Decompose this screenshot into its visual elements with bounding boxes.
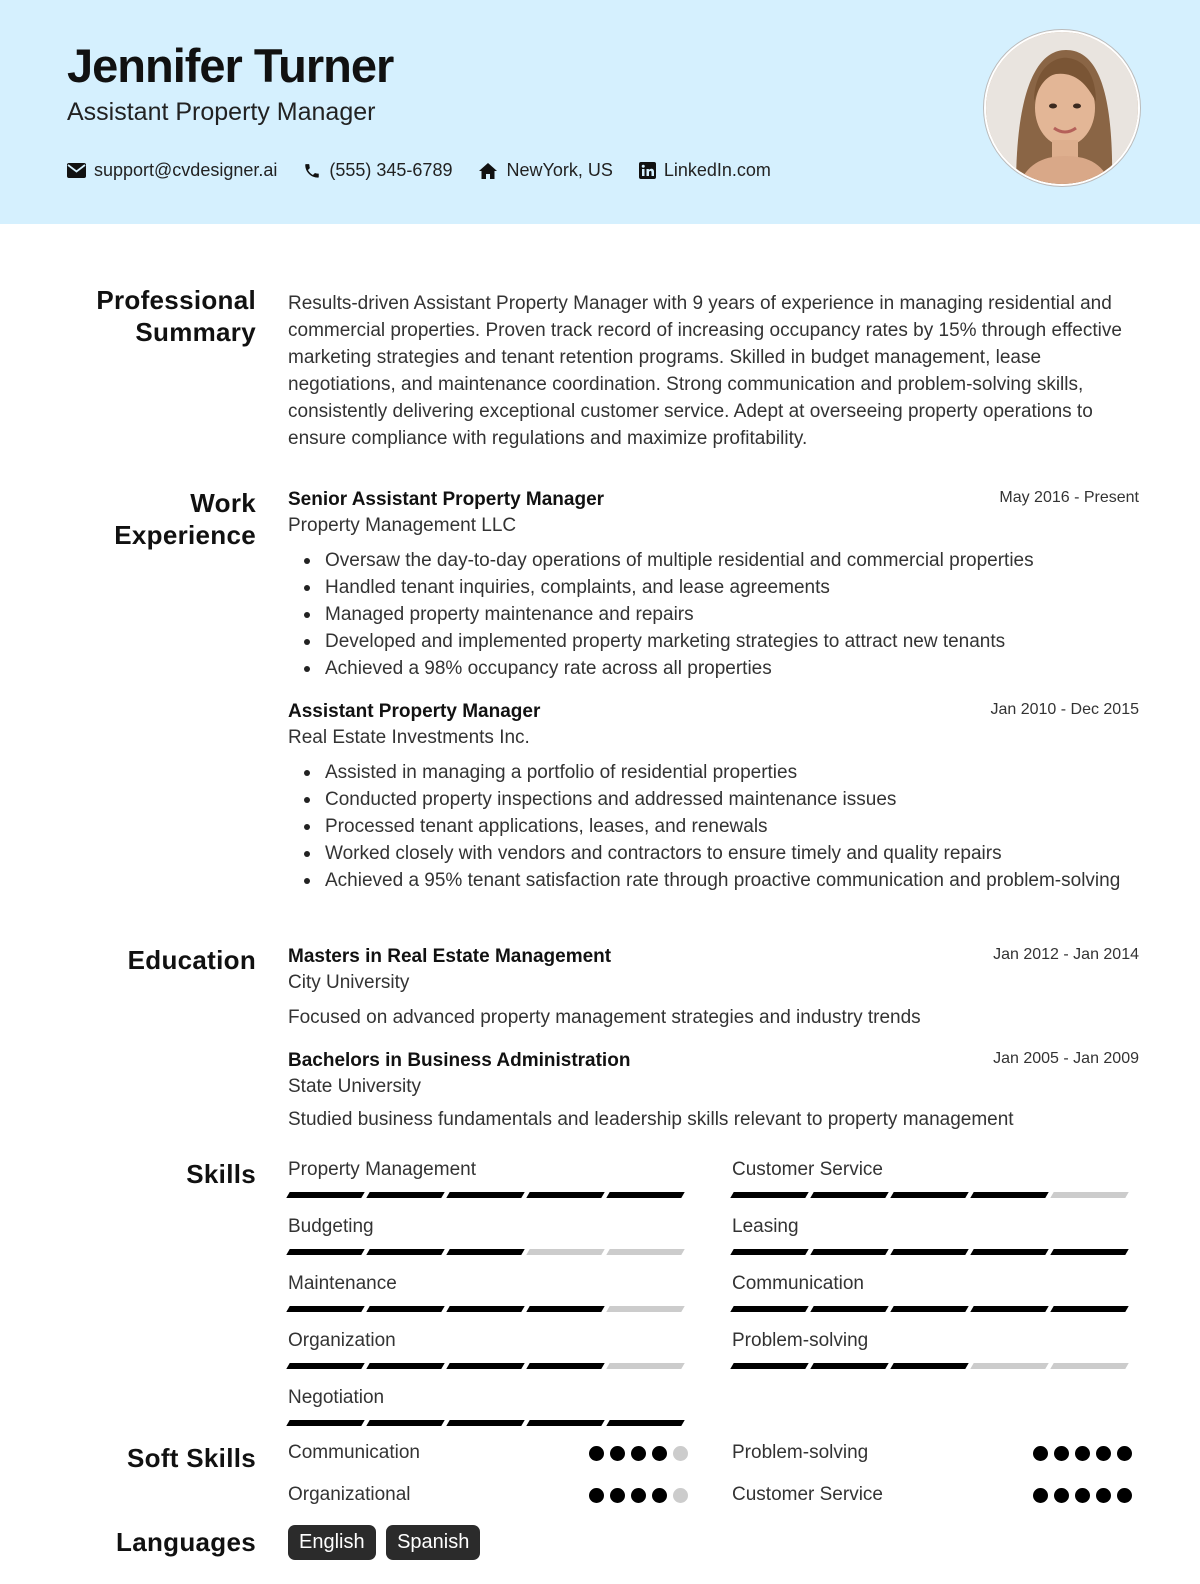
skill-level-segment [730,1363,808,1369]
skill-level-segment [606,1192,684,1198]
skill-item [288,1272,688,1312]
rating-dot [1075,1446,1090,1461]
skill-level-bar [288,1306,688,1312]
skill-level-segment [890,1249,968,1255]
skill-level-segment [810,1306,888,1312]
skill-level-segment [606,1306,684,1312]
degree-title: Bachelors in Business Administration [288,1050,631,1071]
skill-name: Communication [732,1273,864,1294]
job-bullet: Managed property maintenance and repairs [288,601,1139,628]
section-title-skills: Skills [186,1159,256,1189]
skill-level-bar [288,1420,688,1426]
skill-level-segment [890,1363,968,1369]
language-tag: Spanish [386,1525,480,1560]
skill-item [732,1215,1132,1255]
rating-dot [1054,1446,1069,1461]
soft-skill-rating [1027,1446,1132,1461]
skill-item [288,1215,688,1255]
section-title-soft-skills: Soft Skills [127,1443,256,1473]
soft-skill-rating [1027,1488,1132,1503]
rating-dot [610,1446,625,1461]
skill-level-segment [970,1249,1048,1255]
skill-level-segment [810,1249,888,1255]
skill-item [288,1329,688,1369]
job-date: Jan 2010 - Dec 2015 [990,701,1139,718]
job-bullet: Handled tenant inquiries, complaints, and lease agreements [288,574,1139,601]
location-text: NewYork, US [506,160,613,180]
job-title: Assistant Property Manager [288,701,541,722]
job-bullet: Achieved a 95% tenant satisfaction rate through proactive communication and problem-solving [288,867,1139,894]
skill-level-segment [286,1363,364,1369]
skill-level-segment [970,1363,1048,1369]
rating-dot [1033,1488,1048,1503]
job-bullet: Achieved a 98% occupancy rate across all properties [288,655,1139,682]
contact-location [478,160,612,181]
soft-skill-rating [583,1488,688,1503]
skill-item [732,1158,1132,1198]
rating-dot [589,1488,604,1503]
job-bullet: Oversaw the day-to-day operations of multiple residential and commercial properties [288,547,1139,574]
soft-skill-item [732,1484,1132,1506]
email-text: support@cvdesigner.ai [94,160,278,180]
skill-level-segment [730,1192,808,1198]
contact-linkedin[interactable] [639,160,771,181]
skill-level-bar [732,1306,1132,1312]
skill-level-segment [446,1363,524,1369]
soft-skill-name: Organizational [288,1484,411,1505]
rating-dot [1096,1488,1111,1503]
skill-level-segment [1050,1363,1128,1369]
section-title-experience: Work Experience [114,488,256,550]
skill-level-segment [1050,1192,1128,1198]
rating-dot [1075,1488,1090,1503]
school-name: State University [288,1076,422,1097]
experience-entry [288,699,1139,894]
skill-level-segment [606,1363,684,1369]
skill-level-segment [890,1306,968,1312]
job-bullets [288,547,1139,682]
skill-level-segment [526,1192,604,1198]
education-entry [288,944,1139,1031]
job-bullet: Worked closely with vendors and contractors to ensure timely and quality repairs [288,840,1139,867]
skill-level-bar [732,1363,1132,1369]
rating-dot [673,1446,688,1461]
job-company: Property Management LLC [288,515,517,536]
language-list [288,1525,1139,1560]
skill-level-segment [286,1306,364,1312]
soft-skills-grid [288,1442,1139,1512]
job-date: May 2016 - Present [999,489,1139,506]
soft-skill-rating [583,1446,688,1461]
rating-dot [631,1446,646,1461]
experience-list [288,487,1139,927]
skills-grid [288,1158,1139,1428]
skill-level-segment [286,1420,364,1426]
contact-email[interactable] [67,160,277,181]
skill-level-segment [1050,1306,1128,1312]
rating-dot [1117,1446,1132,1461]
portrait-image [986,32,1140,186]
soft-skill-name: Problem-solving [732,1442,869,1463]
soft-skill-name: Communication [288,1442,420,1463]
skill-name: Budgeting [288,1216,374,1237]
skill-name: Negotiation [288,1387,385,1408]
skill-level-segment [366,1420,444,1426]
envelope-icon [67,163,86,178]
section-title-summary: Professional Summary [96,285,256,347]
profile-photo [984,30,1140,186]
rating-dot [1054,1488,1069,1503]
skill-level-segment [366,1249,444,1255]
skill-level-segment [730,1249,808,1255]
skill-item [288,1386,688,1426]
education-list [288,944,1139,1144]
school-name: City University [288,972,410,993]
section-title-languages: Languages [116,1527,256,1557]
rating-dot [1117,1488,1132,1503]
language-tag: English [288,1525,376,1560]
phone-text: (555) 345-6789 [329,160,453,180]
job-bullet: Processed tenant applications, leases, and renewals [288,813,1139,840]
education-desc: Studied business fundamentals and leadership skills relevant to property management [288,1109,1014,1130]
skill-name: Customer Service [732,1159,883,1180]
skill-level-bar [288,1249,688,1255]
skill-level-segment [810,1363,888,1369]
skill-level-segment [526,1249,604,1255]
candidate-name: Jennifer Turner [67,39,394,92]
job-title: Senior Assistant Property Manager [288,489,605,510]
section-title-education: Education [127,945,256,975]
job-bullets [288,759,1139,894]
skill-level-segment [366,1306,444,1312]
skill-item [732,1329,1132,1369]
education-entry [288,1048,1139,1133]
skill-level-segment [1050,1249,1128,1255]
soft-skill-item [288,1442,688,1464]
skill-level-segment [606,1249,684,1255]
job-bullet: Conducted property inspections and addressed maintenance issues [288,786,1139,813]
skill-name: Property Management [288,1159,476,1180]
skill-level-bar [288,1363,688,1369]
skill-item [288,1158,688,1198]
linkedin-text: LinkedIn.com [663,160,771,180]
skill-level-segment [286,1192,364,1198]
skill-level-segment [970,1192,1048,1198]
resume-header [0,0,1200,224]
skill-level-bar [732,1249,1132,1255]
contact-list [67,160,797,181]
skill-level-segment [526,1420,604,1426]
experience-entry [288,487,1139,682]
rating-dot [652,1446,667,1461]
skill-level-segment [366,1192,444,1198]
skill-name: Maintenance [288,1273,397,1294]
education-date: Jan 2005 - Jan 2009 [993,1050,1139,1067]
skill-level-segment [526,1363,604,1369]
skill-level-segment [606,1420,684,1426]
skill-level-segment [446,1249,524,1255]
skill-name: Leasing [732,1216,799,1237]
rating-dot [673,1488,688,1503]
linkedin-icon [639,162,656,179]
skill-level-segment [526,1306,604,1312]
rating-dot [631,1488,646,1503]
rating-dot [1033,1446,1048,1461]
soft-skill-item [288,1484,688,1506]
education-date: Jan 2012 - Jan 2014 [993,946,1139,963]
phone-icon [303,162,321,180]
skill-item [732,1272,1132,1312]
skill-name: Problem-solving [732,1330,869,1351]
skill-level-segment [970,1306,1048,1312]
skill-level-segment [730,1306,808,1312]
rating-dot [652,1488,667,1503]
job-bullet: Developed and implemented property marketing strategies to attract new tenants [288,628,1139,655]
degree-title: Masters in Real Estate Management [288,946,612,967]
home-icon [478,162,498,180]
summary-text: Results-driven Assistant Property Manager with 9 years of experience in managing residential and commercial properties. Proven track record of increasing occupancy rates by 15% through effective marketing strategies and tenant retention programs. Skilled in budget management, lease negotiations, and maintenance coordination. Strong communication and problem-solving skills, consistently delivering exceptional customer service. Adept at overseeing property operations to ensure compliance with regulations and maximize profitability. [288,293,1122,449]
job-bullet: Assisted in managing a portfolio of residential properties [288,759,1139,786]
job-company: Real Estate Investments Inc. [288,727,530,748]
skill-level-segment [446,1306,524,1312]
skill-level-segment [810,1192,888,1198]
education-desc: Focused on advanced property management strategies and industry trends [288,1007,921,1028]
skill-level-bar [732,1192,1132,1198]
skill-level-bar [288,1192,688,1198]
contact-phone[interactable] [303,160,452,181]
soft-skill-item [732,1442,1132,1464]
skill-level-segment [890,1192,968,1198]
skill-level-segment [366,1363,444,1369]
skill-name: Organization [288,1330,396,1351]
rating-dot [610,1488,625,1503]
rating-dot [1096,1446,1111,1461]
skill-level-segment [446,1192,524,1198]
skill-level-segment [286,1249,364,1255]
candidate-role: Assistant Property Manager [67,98,376,126]
skill-level-segment [446,1420,524,1426]
soft-skill-name: Customer Service [732,1484,883,1505]
rating-dot [589,1446,604,1461]
